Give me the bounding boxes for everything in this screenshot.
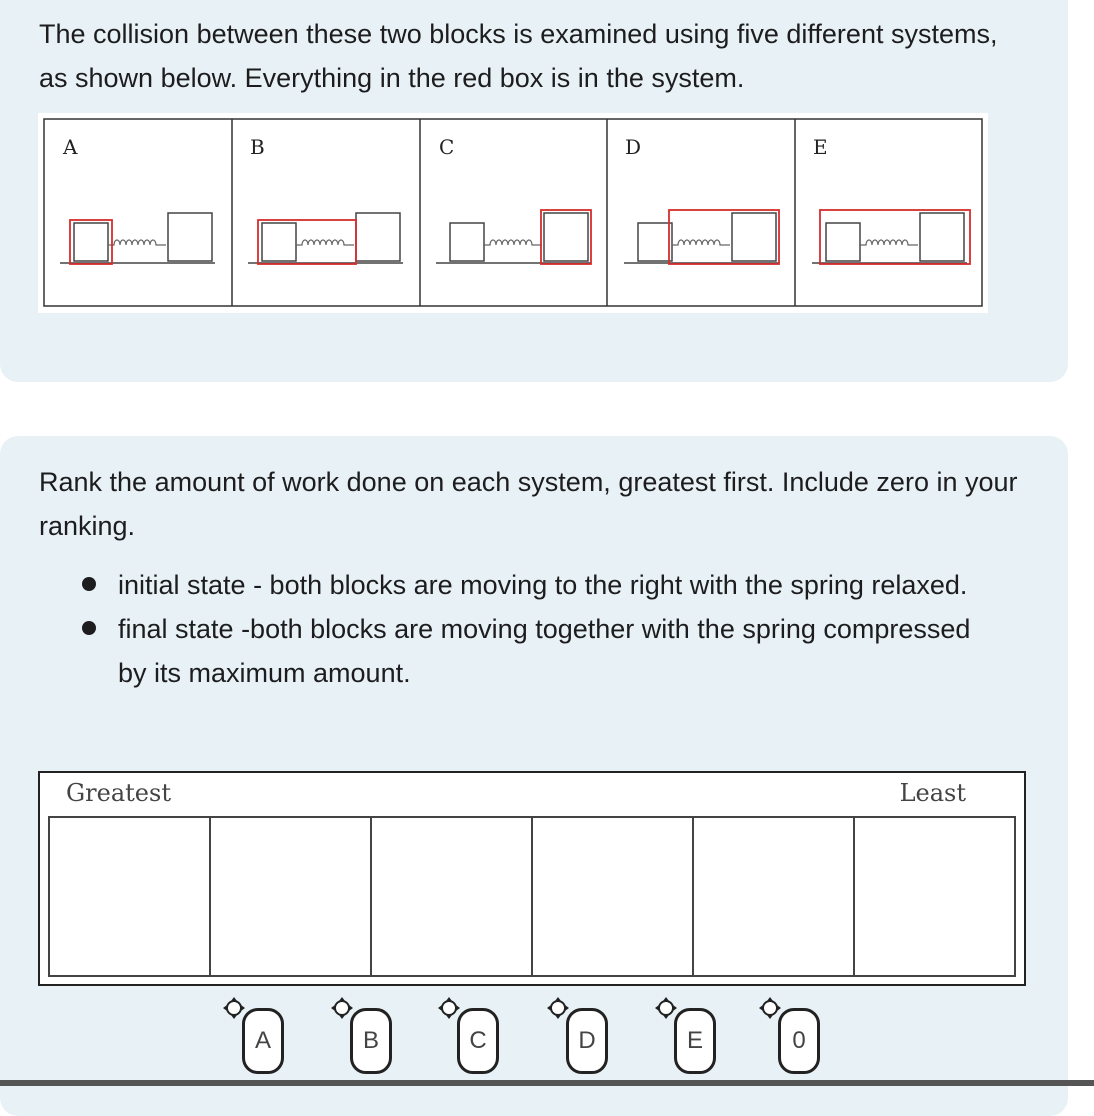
token-d[interactable] — [546, 996, 626, 1086]
drag-handle-icon[interactable] — [222, 996, 246, 1020]
initial-state-text: initial state - both blocks are moving to the right with the spring relaxed. — [118, 570, 968, 600]
drag-handle-icon[interactable] — [758, 996, 782, 1020]
token-chip-e[interactable]: E — [674, 1008, 716, 1074]
rank-slot-6[interactable] — [855, 818, 1014, 975]
list-item — [80, 563, 1000, 607]
question-text: Rank the amount of work done on each system, greatest first. Include zero in your ranking. — [39, 467, 1018, 541]
token-chip-b[interactable]: B — [350, 1008, 392, 1074]
token-chip-d[interactable]: D — [566, 1008, 608, 1074]
systems-figure — [38, 113, 988, 313]
final-state-text: final state -both blocks are moving together with the spring compressed by its maximum amount. — [118, 614, 971, 688]
token-a[interactable] — [222, 996, 302, 1086]
drag-handle-icon[interactable] — [654, 996, 678, 1020]
panel-e-scene — [812, 210, 970, 264]
bottom-divider — [0, 1080, 1094, 1086]
state-list — [80, 563, 1000, 695]
drag-handle-icon[interactable] — [437, 996, 461, 1020]
panel-b-scene — [248, 213, 403, 264]
token-e[interactable] — [654, 996, 734, 1086]
drag-handle-icon[interactable] — [330, 996, 354, 1020]
token-chip-zero[interactable]: 0 — [778, 1008, 820, 1074]
list-item — [80, 607, 1000, 695]
panel-a-scene — [60, 213, 215, 264]
panel-d-scene — [624, 210, 779, 264]
panel-label-e: E — [813, 135, 828, 159]
token-c[interactable] — [437, 996, 517, 1086]
panel-label-b: B — [250, 135, 265, 159]
rank-slot-3[interactable] — [372, 818, 533, 975]
rank-slot-4[interactable] — [533, 818, 694, 975]
rank-slot-5[interactable] — [694, 818, 855, 975]
panel-label-a: A — [63, 135, 78, 159]
bullet-icon — [82, 621, 96, 635]
greatest-label: Greatest — [66, 779, 171, 807]
drag-handle-icon[interactable] — [546, 996, 570, 1020]
panel-c-scene — [436, 210, 591, 264]
ranking-box — [38, 771, 1026, 986]
token-zero[interactable] — [758, 996, 838, 1086]
ranking-slots — [48, 816, 1016, 977]
panel-label-c: C — [439, 135, 455, 159]
systems-diagram — [38, 113, 988, 313]
rank-slot-1[interactable] — [50, 818, 211, 975]
rank-slot-2[interactable] — [211, 818, 372, 975]
bullet-icon — [82, 577, 96, 591]
panel-label-d: D — [625, 135, 642, 159]
intro-text: The collision between these two blocks is examined using five different systems, as shown below. Everything in the red box is in the system. — [39, 19, 998, 93]
token-chip-a[interactable]: A — [242, 1008, 284, 1074]
token-chip-c[interactable]: C — [457, 1008, 499, 1074]
token-b[interactable] — [330, 996, 410, 1086]
least-label: Least — [899, 779, 966, 807]
